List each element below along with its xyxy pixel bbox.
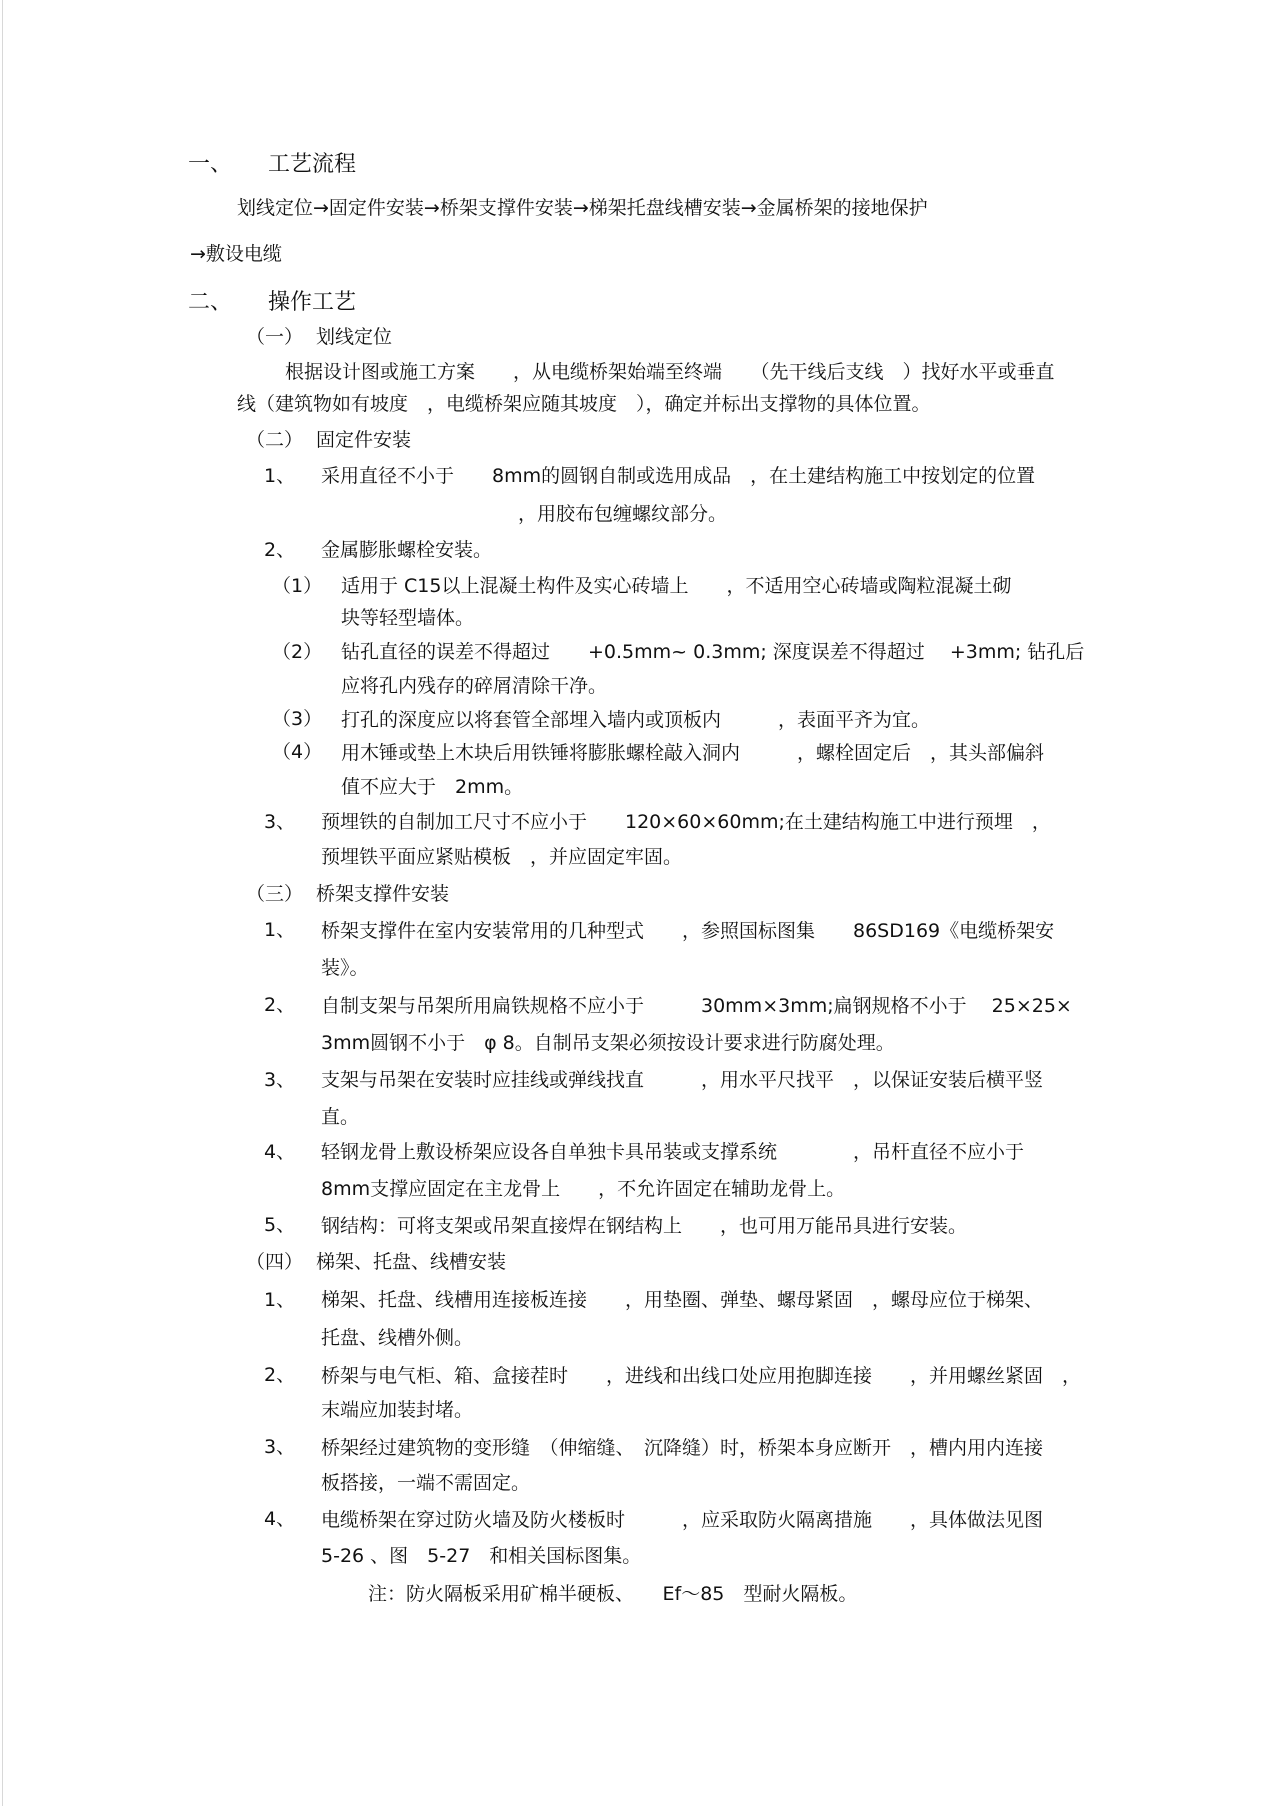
item-text: 8mm支撑应固定在主龙骨上 ，不允许固定在辅助龙骨上。 <box>321 1178 846 1200</box>
item-text: 预埋铁平面应紧贴模板 ，并应固定牢固。 <box>321 846 683 868</box>
item-text: 预埋铁的自制加工尺寸不应小于 120×60×60mm;在土建结构施工中进行预埋 ， <box>321 811 1051 833</box>
item-text: 电缆桥架在穿过防火墙及防火楼板时 ，应采取防火隔离措施 ，具体做法见图 <box>321 1509 1044 1531</box>
note-text: 注：防火隔板采用矿棉半硬板、 Ef～85 型耐火隔板。 <box>368 1583 858 1605</box>
subitem-number: （4） <box>272 741 323 763</box>
item-number: 2、 <box>264 539 296 561</box>
sub-4-number: （四） <box>246 1251 304 1273</box>
item-text: 钢结构：可将支架或吊架直接焊在钢结构上 ，也可用万能吊具进行安装。 <box>321 1215 968 1237</box>
item-text: 自制支架与吊架所用扁铁规格不应小于 30mm×3mm;扁钢规格不小于 25×25× <box>321 995 1072 1017</box>
subitem-text: 块等轻型墙体。 <box>341 607 475 629</box>
item-number: 1、 <box>264 919 296 941</box>
item-text: 装》。 <box>321 957 369 979</box>
item-text: 板搭接，一端不需固定。 <box>321 1472 531 1494</box>
item-text: 支架与吊架在安装时应挂线或弹线找直 ，用水平尺找平 ，以保证安装后横平竖 <box>321 1069 1044 1091</box>
section-1-title: 工艺流程 <box>268 152 357 177</box>
sub-1-title: 划线定位 <box>316 326 393 348</box>
section-2-title: 操作工艺 <box>268 290 357 315</box>
subitem-number: （2） <box>272 641 323 663</box>
item-text: ，用胶布包缠螺纹部分。 <box>518 503 728 525</box>
subitem-text: 钻孔直径的误差不得超过 +0.5mm~ 0.3mm; 深度误差不得超过 +3mm; 钻孔后 <box>341 641 1085 663</box>
page-edge <box>2 0 3 1806</box>
item-text: 3mm圆钢不小于 φ 8。自制吊支架必须按设计要求进行防腐处理。 <box>321 1032 895 1054</box>
item-text: 直。 <box>321 1106 360 1128</box>
item-number: 1、 <box>264 1289 296 1311</box>
subitem-text: 值不应大于 2mm。 <box>341 776 524 798</box>
item-number: 1、 <box>264 465 296 487</box>
sub-1-number: （一） <box>246 326 304 348</box>
subitem-text: 适用于 C15以上混凝土构件及实心砖墙上 ，不适用空心砖墙或陶粒混凝土砌 <box>341 575 1012 597</box>
item-number: 2、 <box>264 994 296 1016</box>
subitem-text: 打孔的深度应以将套管全部埋入墙内或顶板内 ，表面平齐为宜。 <box>341 709 931 731</box>
item-text: 托盘、线槽外侧。 <box>321 1327 474 1349</box>
flow-line-1: 划线定位→固定件安装→桥架支撑件安装→梯架托盘线槽安装→金属桥架的接地保护 <box>237 197 928 219</box>
section-1-number: 一、 <box>188 152 233 177</box>
item-text: 桥架经过建筑物的变形缝 （伸缩缝、 沉降缝）时，桥架本身应断开 ，槽内用内连接 <box>321 1437 1044 1459</box>
item-text: 桥架支撑件在室内安装常用的几种型式 ，参照国标图集 86SD169《电缆桥架安 <box>321 920 1055 942</box>
section-2-number: 二、 <box>188 290 233 315</box>
subitem-text: 用木锤或垫上木块后用铁锤将膨胀螺栓敲入洞内 ，螺栓固定后 ，其头部偏斜 <box>341 742 1045 764</box>
item-number: 4、 <box>264 1141 296 1163</box>
sub-3-title: 桥架支撑件安装 <box>316 883 450 905</box>
item-text: 末端应加装封堵。 <box>321 1399 474 1421</box>
item-text: 桥架与电气柜、箱、盒接茬时 ，进线和出线口处应用抱脚连接 ，并用螺丝紧固 ， <box>321 1365 1082 1387</box>
subitem-number: （1） <box>272 575 323 597</box>
item-text: 5-26 、图 5-27 和相关国标图集。 <box>321 1545 642 1567</box>
item-text: 金属膨胀螺栓安装。 <box>321 539 493 561</box>
item-number: 3、 <box>264 1069 296 1091</box>
flow-line-2: →敷设电缆 <box>190 243 282 265</box>
sub-2-title: 固定件安装 <box>316 429 412 451</box>
subitem-text: 应将孔内残存的碎屑清除干净。 <box>341 675 608 697</box>
item-number: 4、 <box>264 1508 296 1530</box>
paragraph-line: 根据设计图或施工方案 ，从电缆桥架始端至终端 （先干线后支线 ）找好水平或垂直 <box>285 361 1055 383</box>
sub-4-title: 梯架、托盘、线槽安装 <box>316 1251 507 1273</box>
paragraph-line: 线（建筑物如有坡度 ，电缆桥架应随其坡度 ），确定并标出支撑物的具体位置。 <box>237 393 931 415</box>
item-number: 3、 <box>264 811 296 833</box>
item-text: 轻钢龙骨上敷设桥架应设各自单独卡具吊装或支撑系统 ，吊杆直径不应小于 <box>321 1141 1025 1163</box>
item-number: 2、 <box>264 1364 296 1386</box>
sub-3-number: （三） <box>246 883 304 905</box>
item-number: 3、 <box>264 1436 296 1458</box>
subitem-number: （3） <box>272 708 323 730</box>
item-text: 采用直径不小于 8mm的圆钢自制或选用成品 ，在土建结构施工中按划定的位置 <box>321 465 1036 487</box>
item-text: 梯架、托盘、线槽用连接板连接 ，用垫圈、弹垫、螺母紧固 ，螺母应位于梯架、 <box>321 1289 1044 1311</box>
item-number: 5、 <box>264 1214 296 1236</box>
sub-2-number: （二） <box>246 429 304 451</box>
